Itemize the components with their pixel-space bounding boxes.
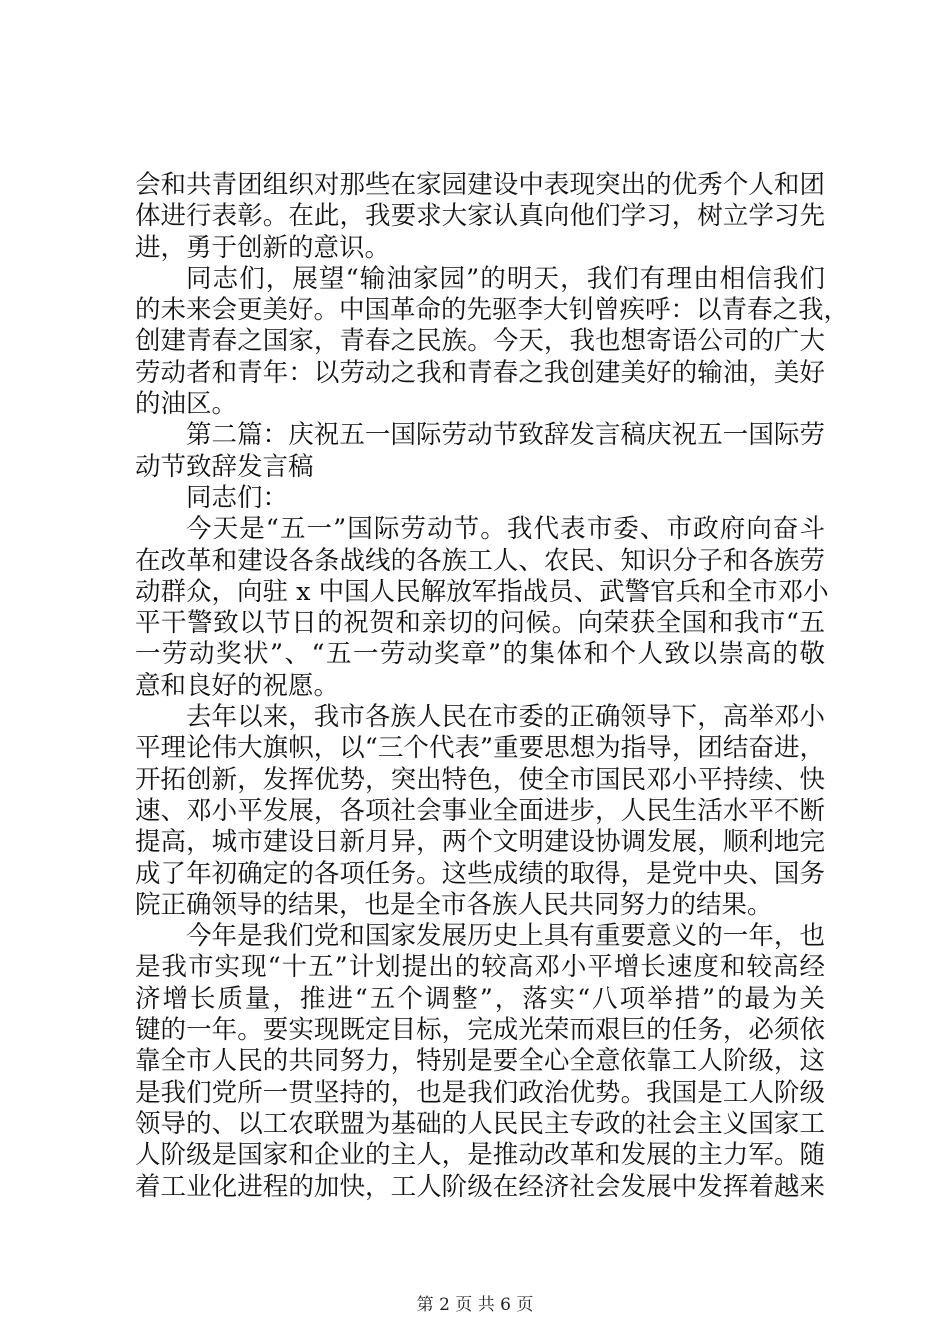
text-line: 同志们： (186, 482, 289, 513)
text-line: 第二篇：庆祝五一国际劳动节致辞发言稿庆祝五一国际劳 (186, 420, 825, 451)
text-line: 意和良好的祝愿。 (135, 670, 340, 701)
text-line: 成了年初确定的各项任务。这些成绩的取得，是党中央、国务 (135, 858, 825, 889)
text-line: 济增长质量，推进“五个调整”，落实“八项举措”的最为关 (135, 983, 825, 1014)
text-line: 去年以来，我市各族人民在市委的正确领导下，高举邓小 (186, 702, 825, 733)
text-line: 一劳动奖状”、“五一劳动奖章”的集体和个人致以崇高的敬 (135, 639, 825, 670)
text-line: 速、邓小平发展，各项社会事业全面进步，人民生活水平不断 (135, 795, 825, 826)
text-line: 进，勇于创新的意识。 (135, 232, 391, 263)
text-line: 今年是我们党和国家发展历史上具有重要意义的一年，也 (186, 921, 825, 952)
text-line: 动群众，向驻 x 中国人民解放军指战员、武警官兵和全市邓小 (135, 576, 829, 607)
text-line: 今天是“五一”国际劳动节。我代表市委、市政府向奋斗 (186, 514, 825, 545)
document-body (135, 170, 850, 1203)
text-line: 平干警致以节日的祝贺和亲切的问候。向荣获全国和我市“五 (135, 608, 825, 639)
text-line: 是我市实现“十五”计划提出的较高邓小平增长速度和较高经 (135, 952, 825, 983)
text-line: 靠全市人民的共同努力，特别是要全心全意依靠工人阶级，这 (135, 1046, 825, 1077)
text-line: 人阶级是国家和企业的主人，是推动改革和发展的主力军。随 (135, 1140, 825, 1171)
text-line: 开拓创新，发挥优势，突出特色，使全市国民邓小平持续、快 (135, 764, 825, 795)
text-line: 劳动者和青年：以劳动之我和青春之我创建美好的输油，美好 (135, 357, 825, 388)
text-line: 领导的、以工农联盟为基础的人民民主专政的社会主义国家工 (135, 1108, 825, 1139)
text-line: 院正确领导的结果，也是全市各族人民共同努力的结果。 (135, 889, 773, 920)
page-indicator: 第 2 页 共 6 页 (416, 1295, 534, 1315)
text-line: 是我们党所一贯坚持的，也是我们政治优势。我国是工人阶级 (135, 1077, 825, 1108)
text-line: 动节致辞发言稿 (135, 451, 314, 482)
text-line: 的未来会更美好。中国革命的先驱李大钊曾疾呼：以青春之我， (135, 295, 850, 326)
text-line: 键的一年。要实现既定目标，完成光荣而艰巨的任务，必须依 (135, 1015, 825, 1046)
text-line: 平理论伟大旗帜，以“三个代表”重要思想为指导，团结奋进， (135, 733, 825, 764)
text-line: 同志们，展望“输油家园”的明天，我们有理由相信我们 (186, 263, 825, 294)
page-footer (0, 1290, 950, 1315)
text-line: 的油区。 (135, 389, 238, 420)
text-line: 创建青春之国家，青春之民族。今天，我也想寄语公司的广大 (135, 326, 825, 357)
text-line: 在改革和建设各条战线的各族工人、农民、知识分子和各族劳 (135, 545, 825, 576)
text-line: 提高，城市建设日新月异，两个文明建设协调发展，顺利地完 (135, 827, 825, 858)
text-line: 会和共青团组织对那些在家园建设中表现突出的优秀个人和团 (135, 170, 825, 200)
text-line: 体进行表彰。在此，我要求大家认真向他们学习，树立学习先 (135, 201, 825, 232)
text-line: 着工业化进程的加快，工人阶级在经济社会发展中发挥着越来 (135, 1171, 825, 1202)
